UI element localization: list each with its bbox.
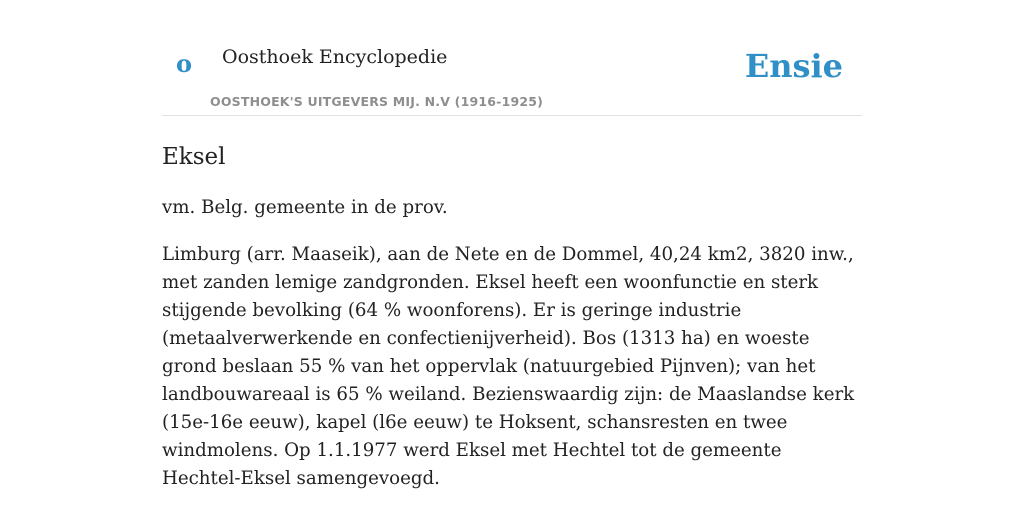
article-paragraph: Limburg (arr. Maaseik), aan de Nete en de Dommel, 40,24 km2, 3820 inw., met zanden lemige zandgronden. Eksel heeft een woonfunctie en sterk stijgende bevolking (64 % woonforens). Er is geringe industrie (metaalverwerkende en confectienijverheid). Bos (1313 ha) en woeste grond beslaan 55 % van het oppervlak (natuurgebied Pijnven); van het landbouwareaal is 65 % weiland. Bezienswaardig zijn: de Maaslandse kerk (15e-16e eeuw), kapel (l6e eeuw) te Hoksent, schansresten en twee windmolens. Op 1.1.1977 werd Eksel met Hechtel tot de gemeente Hechtel-Eksel samengevoegd. xyxy=(162,243,855,489)
encyclopedia-title-link[interactable]: Oosthoek Encyclopedie xyxy=(222,46,448,68)
article-paragraph: vm. Belg. gemeente in de prov. xyxy=(162,196,448,218)
encyclopedia-logo[interactable]: o xyxy=(176,49,193,78)
article-headword: Eksel xyxy=(162,144,226,170)
ensie-brand-link[interactable]: Ensie xyxy=(744,47,843,85)
article xyxy=(162,144,862,493)
page xyxy=(162,0,862,493)
publisher-label: OOSTHOEK'S UITGEVERS MIJ. N.V (1916-1925) xyxy=(210,94,544,109)
encyclopedia-header xyxy=(162,0,862,116)
